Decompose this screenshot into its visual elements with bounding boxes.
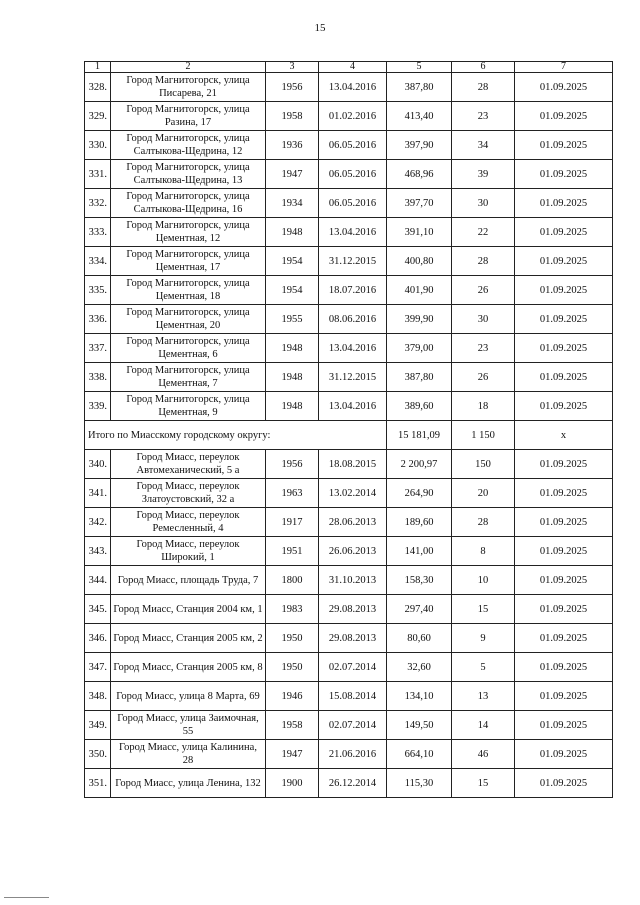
- area-cell: 158,30: [387, 566, 452, 595]
- row-number: 332.: [85, 189, 111, 218]
- table-row: [85, 218, 613, 247]
- table-row: [85, 363, 613, 392]
- area-cell: 134,10: [387, 682, 452, 711]
- area-cell: 400,80: [387, 247, 452, 276]
- deadline-cell: 01.09.2025: [515, 189, 613, 218]
- deadline-cell: 01.09.2025: [515, 392, 613, 421]
- date-cell: 29.08.2013: [319, 595, 387, 624]
- table-row: [85, 450, 613, 479]
- deadline-cell: 01.09.2025: [515, 73, 613, 102]
- table-row: [85, 537, 613, 566]
- people-cell: 150: [452, 450, 515, 479]
- date-cell: 02.07.2014: [319, 711, 387, 740]
- year-cell: 1958: [266, 102, 319, 131]
- address-cell: Город Миасс, улица Заимочная, 55: [111, 711, 266, 740]
- header-row: [85, 62, 613, 73]
- address-cell: Город Магнитогорск, улица Салтыкова-Щедрина, 13: [111, 160, 266, 189]
- deadline-cell: 01.09.2025: [515, 566, 613, 595]
- date-cell: 13.04.2016: [319, 334, 387, 363]
- table-row: [85, 769, 613, 798]
- people-cell: 26: [452, 276, 515, 305]
- people-cell: 28: [452, 508, 515, 537]
- year-cell: 1948: [266, 392, 319, 421]
- column-header: 3: [266, 62, 319, 73]
- row-number: 351.: [85, 769, 111, 798]
- area-cell: 32,60: [387, 653, 452, 682]
- row-number: 333.: [85, 218, 111, 247]
- people-cell: 23: [452, 334, 515, 363]
- table-row: [85, 624, 613, 653]
- year-cell: 1950: [266, 653, 319, 682]
- date-cell: 06.05.2016: [319, 131, 387, 160]
- total-deadline: x: [515, 421, 613, 450]
- address-cell: Город Магнитогорск, улица Цементная, 6: [111, 334, 266, 363]
- deadline-cell: 01.09.2025: [515, 682, 613, 711]
- deadline-cell: 01.09.2025: [515, 305, 613, 334]
- row-number: 331.: [85, 160, 111, 189]
- year-cell: 1948: [266, 363, 319, 392]
- address-cell: Город Миасс, переулок Ремесленный, 4: [111, 508, 266, 537]
- area-cell: 387,80: [387, 73, 452, 102]
- area-cell: 664,10: [387, 740, 452, 769]
- deadline-cell: 01.09.2025: [515, 450, 613, 479]
- row-number: 339.: [85, 392, 111, 421]
- housing-table: [84, 61, 613, 798]
- table-row: [85, 508, 613, 537]
- row-number: 342.: [85, 508, 111, 537]
- date-cell: 28.06.2013: [319, 508, 387, 537]
- row-number: 346.: [85, 624, 111, 653]
- year-cell: 1956: [266, 450, 319, 479]
- area-cell: 149,50: [387, 711, 452, 740]
- deadline-cell: 01.09.2025: [515, 508, 613, 537]
- row-number: 329.: [85, 102, 111, 131]
- deadline-cell: 01.09.2025: [515, 624, 613, 653]
- deadline-cell: 01.09.2025: [515, 334, 613, 363]
- year-cell: 1954: [266, 276, 319, 305]
- year-cell: 1948: [266, 218, 319, 247]
- date-cell: 26.12.2014: [319, 769, 387, 798]
- area-cell: 413,40: [387, 102, 452, 131]
- table-row: [85, 682, 613, 711]
- total-people: 1 150: [452, 421, 515, 450]
- people-cell: 20: [452, 479, 515, 508]
- people-cell: 8: [452, 537, 515, 566]
- date-cell: 13.04.2016: [319, 73, 387, 102]
- area-cell: 391,10: [387, 218, 452, 247]
- people-cell: 39: [452, 160, 515, 189]
- date-cell: 02.07.2014: [319, 653, 387, 682]
- people-cell: 23: [452, 102, 515, 131]
- address-cell: Город Магнитогорск, улица Цементная, 7: [111, 363, 266, 392]
- table-row: [85, 711, 613, 740]
- area-cell: 379,00: [387, 334, 452, 363]
- people-cell: 5: [452, 653, 515, 682]
- deadline-cell: 01.09.2025: [515, 595, 613, 624]
- table-row: [85, 131, 613, 160]
- row-number: 348.: [85, 682, 111, 711]
- table-row: [85, 73, 613, 102]
- table-row: [85, 334, 613, 363]
- area-cell: 399,90: [387, 305, 452, 334]
- date-cell: 29.08.2013: [319, 624, 387, 653]
- total-row: [85, 421, 613, 450]
- table-row: [85, 653, 613, 682]
- address-cell: Город Миасс, улица 8 Марта, 69: [111, 682, 266, 711]
- year-cell: 1956: [266, 73, 319, 102]
- deadline-cell: 01.09.2025: [515, 218, 613, 247]
- area-cell: 401,90: [387, 276, 452, 305]
- area-cell: 397,90: [387, 131, 452, 160]
- deadline-cell: 01.09.2025: [515, 131, 613, 160]
- area-cell: 2 200,97: [387, 450, 452, 479]
- column-header: 7: [515, 62, 613, 73]
- deadline-cell: 01.09.2025: [515, 769, 613, 798]
- total-label: Итого по Миасскому городскому округу:: [85, 421, 387, 450]
- address-cell: Город Миасс, переулок Автомеханический, 5 а: [111, 450, 266, 479]
- year-cell: 1936: [266, 131, 319, 160]
- deadline-cell: 01.09.2025: [515, 740, 613, 769]
- table-row: [85, 189, 613, 218]
- row-number: 347.: [85, 653, 111, 682]
- year-cell: 1947: [266, 160, 319, 189]
- address-cell: Город Магнитогорск, улица Цементная, 9: [111, 392, 266, 421]
- row-number: 345.: [85, 595, 111, 624]
- year-cell: 1900: [266, 769, 319, 798]
- people-cell: 18: [452, 392, 515, 421]
- table-row: [85, 740, 613, 769]
- address-cell: Город Миасс, улица Ленина, 132: [111, 769, 266, 798]
- address-cell: Город Магнитогорск, улица Цементная, 18: [111, 276, 266, 305]
- year-cell: 1948: [266, 334, 319, 363]
- date-cell: 13.04.2016: [319, 218, 387, 247]
- year-cell: 1951: [266, 537, 319, 566]
- area-cell: 387,80: [387, 363, 452, 392]
- address-cell: Город Магнитогорск, улица Писарева, 21: [111, 73, 266, 102]
- area-cell: 468,96: [387, 160, 452, 189]
- people-cell: 46: [452, 740, 515, 769]
- people-cell: 30: [452, 305, 515, 334]
- footer-rule: [4, 897, 49, 898]
- row-number: 344.: [85, 566, 111, 595]
- people-cell: 26: [452, 363, 515, 392]
- people-cell: 22: [452, 218, 515, 247]
- deadline-cell: 01.09.2025: [515, 276, 613, 305]
- deadline-cell: 01.09.2025: [515, 479, 613, 508]
- date-cell: 18.07.2016: [319, 276, 387, 305]
- area-cell: 264,90: [387, 479, 452, 508]
- address-cell: Город Миасс, переулок Златоустовский, 32 а: [111, 479, 266, 508]
- people-cell: 10: [452, 566, 515, 595]
- date-cell: 31.12.2015: [319, 247, 387, 276]
- date-cell: 31.12.2015: [319, 363, 387, 392]
- area-cell: 297,40: [387, 595, 452, 624]
- column-header: 1: [85, 62, 111, 73]
- row-number: 336.: [85, 305, 111, 334]
- address-cell: Город Магнитогорск, улица Салтыкова-Щедрина, 16: [111, 189, 266, 218]
- table-row: [85, 479, 613, 508]
- address-cell: Город Миасс, Станция 2004 км, 1: [111, 595, 266, 624]
- people-cell: 28: [452, 73, 515, 102]
- column-header: 5: [387, 62, 452, 73]
- table-row: [85, 160, 613, 189]
- year-cell: 1947: [266, 740, 319, 769]
- year-cell: 1955: [266, 305, 319, 334]
- people-cell: 34: [452, 131, 515, 160]
- date-cell: 06.05.2016: [319, 189, 387, 218]
- year-cell: 1954: [266, 247, 319, 276]
- row-number: 335.: [85, 276, 111, 305]
- deadline-cell: 01.09.2025: [515, 711, 613, 740]
- people-cell: 13: [452, 682, 515, 711]
- table-row: [85, 392, 613, 421]
- row-number: 328.: [85, 73, 111, 102]
- people-cell: 15: [452, 769, 515, 798]
- year-cell: 1917: [266, 508, 319, 537]
- table-row: [85, 247, 613, 276]
- date-cell: 13.02.2014: [319, 479, 387, 508]
- date-cell: 15.08.2014: [319, 682, 387, 711]
- year-cell: 1958: [266, 711, 319, 740]
- row-number: 343.: [85, 537, 111, 566]
- table-row: [85, 305, 613, 334]
- table-row: [85, 102, 613, 131]
- column-header: 4: [319, 62, 387, 73]
- deadline-cell: 01.09.2025: [515, 537, 613, 566]
- address-cell: Город Магнитогорск, улица Цементная, 12: [111, 218, 266, 247]
- date-cell: 01.02.2016: [319, 102, 387, 131]
- row-number: 350.: [85, 740, 111, 769]
- address-cell: Город Магнитогорск, улица Цементная, 17: [111, 247, 266, 276]
- deadline-cell: 01.09.2025: [515, 653, 613, 682]
- year-cell: 1934: [266, 189, 319, 218]
- table-row: [85, 566, 613, 595]
- deadline-cell: 01.09.2025: [515, 247, 613, 276]
- people-cell: 30: [452, 189, 515, 218]
- deadline-cell: 01.09.2025: [515, 160, 613, 189]
- row-number: 334.: [85, 247, 111, 276]
- row-number: 341.: [85, 479, 111, 508]
- row-number: 337.: [85, 334, 111, 363]
- date-cell: 31.10.2013: [319, 566, 387, 595]
- table-row: [85, 276, 613, 305]
- total-area: 15 181,09: [387, 421, 452, 450]
- deadline-cell: 01.09.2025: [515, 102, 613, 131]
- date-cell: 13.04.2016: [319, 392, 387, 421]
- area-cell: 189,60: [387, 508, 452, 537]
- deadline-cell: 01.09.2025: [515, 363, 613, 392]
- address-cell: Город Миасс, Станция 2005 км, 8: [111, 653, 266, 682]
- area-cell: 397,70: [387, 189, 452, 218]
- row-number: 340.: [85, 450, 111, 479]
- year-cell: 1950: [266, 624, 319, 653]
- date-cell: 06.05.2016: [319, 160, 387, 189]
- address-cell: Город Миасс, Станция 2005 км, 2: [111, 624, 266, 653]
- year-cell: 1800: [266, 566, 319, 595]
- year-cell: 1963: [266, 479, 319, 508]
- address-cell: Город Миасс, площадь Труда, 7: [111, 566, 266, 595]
- people-cell: 9: [452, 624, 515, 653]
- year-cell: 1946: [266, 682, 319, 711]
- address-cell: Город Миасс, улица Калинина, 28: [111, 740, 266, 769]
- row-number: 338.: [85, 363, 111, 392]
- area-cell: 115,30: [387, 769, 452, 798]
- people-cell: 15: [452, 595, 515, 624]
- page-number: 15: [314, 22, 326, 34]
- area-cell: 80,60: [387, 624, 452, 653]
- people-cell: 28: [452, 247, 515, 276]
- area-cell: 141,00: [387, 537, 452, 566]
- address-cell: Город Магнитогорск, улица Разина, 17: [111, 102, 266, 131]
- date-cell: 21.06.2016: [319, 740, 387, 769]
- row-number: 349.: [85, 711, 111, 740]
- table-row: [85, 595, 613, 624]
- date-cell: 08.06.2016: [319, 305, 387, 334]
- address-cell: Город Миасс, переулок Широкий, 1: [111, 537, 266, 566]
- year-cell: 1983: [266, 595, 319, 624]
- people-cell: 14: [452, 711, 515, 740]
- date-cell: 26.06.2013: [319, 537, 387, 566]
- column-header: 6: [452, 62, 515, 73]
- row-number: 330.: [85, 131, 111, 160]
- address-cell: Город Магнитогорск, улица Салтыкова-Щедрина, 12: [111, 131, 266, 160]
- address-cell: Город Магнитогорск, улица Цементная, 20: [111, 305, 266, 334]
- date-cell: 18.08.2015: [319, 450, 387, 479]
- column-header: 2: [111, 62, 266, 73]
- area-cell: 389,60: [387, 392, 452, 421]
